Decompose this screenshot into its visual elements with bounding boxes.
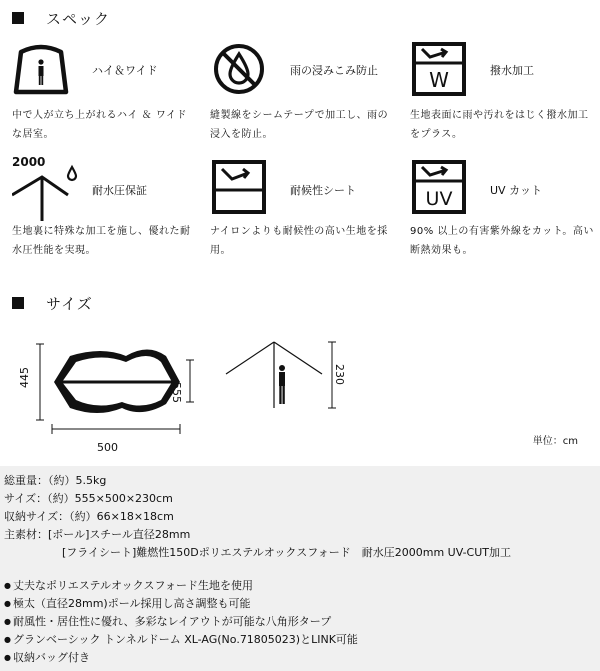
- feature-desc: 生地裏に特殊な加工を施し、優れた耐水圧性能を実現。: [12, 226, 191, 256]
- unit-label: 単位：cm: [532, 436, 578, 447]
- weather-resistant-icon: [210, 158, 268, 216]
- feature-name: 耐候性シート: [290, 184, 356, 197]
- no-water-drop-icon: [210, 40, 268, 98]
- uv-cut-icon: [410, 158, 468, 216]
- feature-name: 耐水圧保証: [92, 184, 147, 197]
- feature-desc: 90% 以上の有害紫外線をカット。高い断熱効果も。: [410, 226, 594, 256]
- size-title: サイズ: [46, 294, 93, 313]
- feature-desc: 生地表面に雨や汚れをはじく撥水加工をプラス。: [410, 110, 589, 140]
- list-item: ● グランベーシック トンネルドーム XL-AG(No.71805023)とLINK可能: [4, 631, 358, 649]
- feature-bullet-list: [4, 577, 358, 667]
- tent-person-icon: [12, 40, 70, 98]
- list-item: ● 丈夫なポリエステルオックスフォード生地を使用: [4, 577, 358, 595]
- spec-weight: 総重量：（約）5.5kg: [4, 474, 107, 487]
- spec-packed-size: 収納サイズ：（約）66×18×18cm: [4, 510, 174, 523]
- spec-panel: [0, 466, 600, 671]
- dimension-length: 555: [170, 382, 183, 403]
- dimension-width: 500: [97, 441, 118, 454]
- list-item: ● 耐風性・居住性に優れ、多彩なレイアウトが可能な八角形タープ: [4, 613, 358, 631]
- svg-text:W: W: [429, 68, 449, 92]
- spec-list: [4, 472, 511, 562]
- spec-size: サイズ：（約）555×500×230cm: [4, 492, 173, 505]
- feature-name: 撥水加工: [490, 64, 534, 77]
- uv-badge: UV: [425, 188, 453, 210]
- feature-name: ハイ＆ワイド: [92, 64, 158, 77]
- list-item: ● 極太（直径28mm)ポール採用し高さ調整も可能: [4, 595, 358, 613]
- pressure-badge: 2000: [12, 155, 46, 169]
- water-repellent-w-icon: [410, 40, 468, 98]
- list-item: ● 収納バッグ付き: [4, 649, 358, 667]
- square-bullet-icon: [12, 297, 24, 309]
- spec-heading: [12, 8, 110, 28]
- spec-title: スペック: [46, 9, 111, 28]
- dimension-depth: 445: [18, 367, 31, 388]
- feature-desc: 縫製線をシームテープで加工し、雨の浸入を防止。: [210, 110, 389, 140]
- feature-desc: 中で人が立ち上がれるハイ ＆ ワイドな居室。: [12, 110, 188, 140]
- square-bullet-icon: [12, 12, 24, 24]
- spec-material: 主素材：[ポール]スチール直径28mm: [4, 528, 191, 541]
- feature-name: UV カット: [490, 184, 542, 197]
- spec-material-fly: [フライシート]難燃性150Dポリエステルオックスフォード 耐水圧2000mm UV-CUT加工: [62, 546, 512, 559]
- size-heading: [12, 293, 93, 313]
- water-pressure-icon: [12, 155, 82, 225]
- feature-desc: ナイロンよりも耐候性の高い生地を採用。: [210, 226, 388, 256]
- feature-name: 雨の浸みこみ防止: [290, 64, 378, 77]
- dimension-height: 230: [333, 364, 346, 385]
